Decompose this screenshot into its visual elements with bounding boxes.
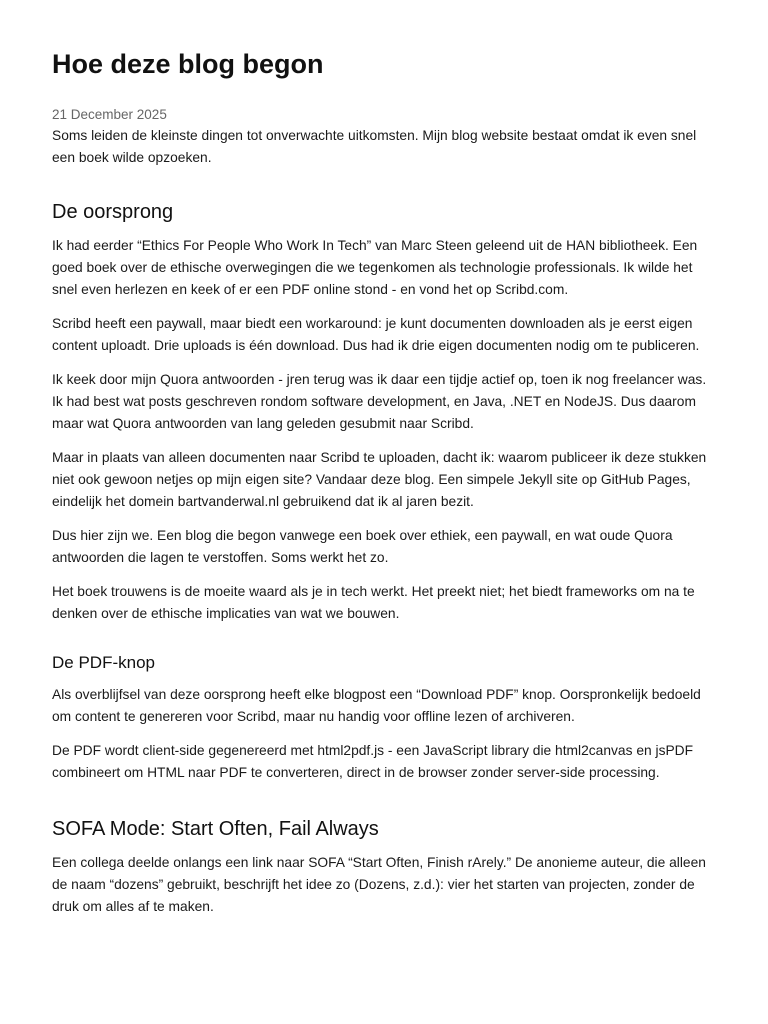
- paragraph: Scribd heeft een paywall, maar biedt een workaround: je kunt documenten downloaden als je eerst eigen content uploadt. Drie uploads is één download. Dus had ik drie eigen documenten nodig om te publiceren.: [52, 316, 700, 353]
- section-heading-pdf: De PDF-knop: [52, 653, 155, 672]
- paragraph: Maar in plaats van alleen documenten naar Scribd te uploaden, dacht ik: waarom publiceer ik deze stukken niet ook gewoon netjes op mijn eigen site? Vandaar deze blog. Een simpele Jekyll site op GitHub Pages, eindelijk het domein bartvanderwal.nl gebruikend dat ik al jaren bezit.: [52, 450, 707, 509]
- post-title: Hoe deze blog begon: [52, 49, 324, 79]
- section-sofa-mode: [52, 816, 716, 918]
- post-date: 21 December 2025: [52, 107, 167, 122]
- section-origin: [52, 199, 716, 625]
- paragraph: De PDF wordt client-side gegenereerd met html2pdf.js - een JavaScript library die html2canvas en jsPDF combineert om HTML naar PDF te converteren, direct in de browser zonder server-side processing.: [52, 743, 694, 780]
- section-heading-origin: De oorsprong: [52, 201, 174, 223]
- section-heading-sofa: SOFA Mode: Start Often, Fail Always: [52, 818, 379, 840]
- paragraph: Ik keek door mijn Quora antwoorden - jren terug was ik daar een tijdje actief op, toen ik nog freelancer was. Ik had best wat posts geschreven rondom software development, en Java, .NET en NodeJS. Dus daarom maar wat Quora antwoorden van lang geleden gesubmit naar Scribd.: [52, 372, 707, 431]
- intro-paragraph: Soms leiden de kleinste dingen tot onverwachte uitkomsten. Mijn blog website bestaat omdat ik even snel een boek wilde opzoeken.: [52, 128, 697, 165]
- paragraph: Ik had eerder “Ethics For People Who Work In Tech” van Marc Steen geleend uit de HAN bibliotheek. Een goed boek over de ethische overwegingen die we tegenkomen als technologie professionals. Ik wilde het snel even herlezen en keek of er een PDF online stond - en vond het op Scribd.com.: [52, 238, 698, 297]
- paragraph: Het boek trouwens is de moeite waard als je in tech werkt. Het preekt niet; het biedt frameworks om na te denken over de ethische implicaties van wat we bouwen.: [52, 584, 695, 621]
- section-pdf-button: [52, 652, 716, 784]
- paragraph: Dus hier zijn we. Een blog die begon vanwege een boek over ethiek, een paywall, en wat oude Quora antwoorden die lagen te verstoffen. Soms werkt het zo.: [52, 528, 673, 565]
- paragraph: Een collega deelde onlangs een link naar SOFA “Start Often, Finish rArely.” De anonieme auteur, die alleen de naam “dozens” gebruikt, beschrijft het idee zo (Dozens, z.d.): vier het starten van projecten, zonder de druk om alles af te maken.: [52, 855, 706, 914]
- paragraph: Als overblijfsel van deze oorsprong heeft elke blogpost een “Download PDF” knop. Oorspronkelijk bedoeld om content te genereren voor Scribd, maar nu handig voor offline lezen of archiveren.: [52, 687, 701, 724]
